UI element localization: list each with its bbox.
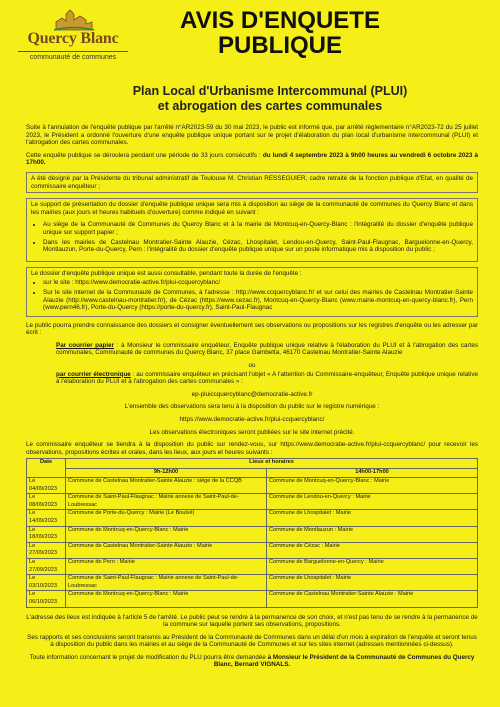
permanences-table — [26, 458, 478, 607]
cell-afternoon: Commune de Montlauzun : Mairie — [267, 526, 478, 542]
header-lieux: Lieux et horaires — [66, 459, 478, 468]
cell-morning: Commune de Castelnau Montratier-Sainte Alauzie : Mairie — [66, 542, 267, 558]
title-line-1: AVIS D'ENQUETE — [180, 7, 380, 34]
table-row — [27, 526, 478, 542]
cell-date: Le 08/09/2023 — [27, 494, 66, 510]
paragraph-published: Les observations électroniques seront publiées sur le site internet précité. — [149, 428, 355, 436]
table-row — [27, 494, 478, 510]
period-intro: Cette enquête publique se déroulera pendant une période de 33 jours consécutifs : — [26, 151, 263, 159]
period-dates: du lundi 4 septembre 2023 à 9h00 heures au vendredi 6 octobre 2023 à 17h00. — [26, 151, 478, 167]
cell-afternoon: Commune de Lhospitalet : Mairie — [267, 575, 478, 591]
paragraph-period — [26, 152, 478, 167]
cell-date: Le 14/09/2023 — [27, 510, 66, 526]
cell-morning: Commune de Castelnau Montratier-Sainte Alauzie : siège de la CCQB — [66, 478, 267, 494]
subtitle-line-2: et abrogation des cartes communales — [157, 99, 383, 113]
online-list — [31, 279, 473, 311]
page-title — [130, 8, 430, 58]
list-item: • Sur le site internet de la Communauté de Communes, à l'adresse : http://www.ccquercyblanc.fr/ et sur celui des mairies de Castelnau Montratier-Sainte Alauzie (http://www.castelnau-montratier.fr/), de Cézac (https://www.cezac.fr), Montcuq-en-Quercy-Blanc (www.mairie-montcuq-en-quercy-blanc.fr), Pern (www.pern46.fr), Porte-du-Quercy (https://porte-du-quercy.fr), Saint-Paul-Flaugnac — [43, 289, 473, 312]
registry-link[interactable]: https://www.democratie-active.fr/plui-ccquercyblanc/ — [179, 416, 325, 424]
cell-morning: Commune de Saint-Paul-Flaugnac : Mairie annexe de Saint-Paul-de-Loubressac — [66, 494, 267, 510]
list-item: • sur le site : https://www.democratie-active.fr/plui-ccquercyblanc/ — [43, 279, 473, 287]
list-item: • Au siège de la Communauté de Communes du Quercy Blanc et à la mairie de Montcuq-en-Quercy-Blanc : l'intégralité du dossier d'enquête publique unique sur support papier ; — [43, 221, 473, 236]
paragraph-dossier: Le support de présentation du dossier d'enquête publique unique sera mis à disposition au siège de la communauté de communes du Quercy Blanc et dans les mairies (aux jours et heures habituels d'ouverture) comme indiqué en suivant : — [31, 201, 473, 216]
electronic-text: : au commissaire enquêteur en précisant l'objet « A l'attention du Commissaire-enquêteur, Enquête publique unique relative à l'élaboration du PLUI et à l'abrogation des cartes communales » : — [56, 370, 478, 386]
paragraph-reports: Ses rapports et ses conclusions seront transmis au Président de la Communauté de Communes dans un délai d'un mois à expiration de l'enquête et seront tenus à disposition du public dans les mairies et au siège de la Communauté de Communes et sur les sites internet (adresses mentionnées ci-dessus). — [27, 633, 477, 649]
notice-body — [26, 124, 478, 674]
cell-morning: Commune de Montcuq-en-Quercy-Blanc : Mairie — [66, 591, 267, 607]
paragraph-registry: L'ensemble des observations sera tenu à la disposition du public sur le registre numérique : — [124, 403, 380, 411]
subtitle-line-1: Plan Local d'Urbanisme Intercommunal (PLUI) — [132, 84, 408, 98]
cell-morning: Commune de Saint-Paul-Flaugnac : Mairie annexe de Saint-Paul-de-Loubressac — [66, 575, 267, 591]
header-morning: 9h-12h00 — [66, 468, 267, 477]
or-label: ou — [248, 362, 256, 370]
paragraph-commissioner: A été désigné par la Présidente du tribunal administratif de Toulouse M. Christian RESSEGUIER, cadre retraité de la fonction publique d'Etat, en qualité de commissaire enquêteur ; — [31, 174, 473, 190]
cell-morning: Commune de Pern : Mairie — [66, 558, 267, 574]
table-row — [27, 510, 478, 526]
email-link[interactable]: ep-pluiccquercyblanc@democratie-active.fr — [191, 390, 313, 398]
cell-afternoon: Commune de Montcuq-en-Quercy-Blanc : Mairie — [267, 478, 478, 494]
paragraph-online: Le dossier d'enquête publique unique est aussi consultable, pendant toute la durée de l'enquête : — [31, 269, 302, 277]
cell-date: Le 18/09/2023 — [27, 526, 66, 542]
cell-afternoon: Commune de Cézac : Mairie — [267, 542, 478, 558]
cell-afternoon: Commune de Barguelonne-en-Quercy : Mairie — [267, 558, 478, 574]
table-row — [27, 558, 478, 574]
title-line-2: PUBLIQUE — [217, 32, 342, 59]
paragraph-contact — [26, 654, 478, 669]
electronic-label: par courrier électronique — [56, 370, 131, 378]
paragraph-electronic — [26, 371, 478, 386]
dossier-box — [26, 198, 478, 262]
online-box — [26, 267, 478, 317]
table-row — [27, 478, 478, 494]
permanences-body — [27, 478, 478, 608]
logo — [14, 8, 132, 68]
table-row — [27, 575, 478, 591]
commissioner-box — [26, 172, 478, 193]
cell-morning: Commune de Porte-du-Quercy : Mairie (Le Boulvé) — [66, 510, 267, 526]
cell-date: Le 06/10/2023 — [27, 591, 66, 607]
cell-date: Le 27/09/2023 — [27, 542, 66, 558]
paragraph-permanences: Le commissaire enquêteur se tiendra à la disposition du public sur rendez-vous, sur https://www.democratie-active.fr/plui-ccquercyblanc/ pour recevoir les observations, propositions écrites et orales, dans les lieux, aux jours et heures suivants : — [26, 441, 478, 456]
dossier-list — [31, 221, 473, 253]
cell-date: Le 27/09/2023 — [27, 558, 66, 574]
paragraph-observations: Le public pourra prendre connaissance des dossiers et consigner éventuellement ses observations ou propositions sur les registres d'enquête ou les adresser par écrit : — [26, 321, 478, 337]
logo-name: Quercy Blanc — [27, 30, 119, 47]
paragraph-address: L'adresse des lieux est indiquée à l'article 5 de l'arrêté. Le public peut se rendre à la permanence de son choix, et n'est pas tenu de se rendre à la permanence de la commune sur laquelle portent ses observations, propositions. — [26, 613, 478, 629]
header-afternoon: 14h00-17h00 — [267, 468, 478, 477]
cell-date: Le 04/09/2023 — [27, 478, 66, 494]
courrier-text: : à Monsieur le commissaire enquêteur, Enquête publique unique relative à l'élaboration du PLUI et à l'abrogation des cartes communales, Communauté de communes du Quercy Blanc, 37 place Gambetta, 46170 Castelnau Montratier-Sainte Alauzie — [56, 341, 478, 357]
paragraph-courrier — [26, 342, 478, 357]
header-date: Date — [27, 459, 66, 478]
village-skyline-icon — [54, 8, 94, 32]
cell-afternoon: Commune de Lhospitalet : Mairie — [267, 510, 478, 526]
paragraph-annulation: Suite à l'annulation de l'enquête publique par l'arrêté n°AR2023-59 du 30 mai 2023, le public est informé que, par arrêté réglementaire n°AR2023-72 du 25 juillet 2023, le Président a ordonné l'ouverture d'une enquête publique unique portant sur le projet d'élaboration du plan local d'urbanisme intercommunal (PLUI) et l'abrogation des cartes communales. — [26, 124, 478, 147]
logo-subtitle: communauté de communes — [18, 51, 128, 61]
cell-afternoon: Commune de Castelnau Montratier-Sainte Alauzie : Mairie — [267, 591, 478, 607]
list-item: • Dans les mairies de Castelnau Montratier-Sainte Alauzie, Cézac, Lhospitalet, Lendou-en-Quercy, Saint-Paul-Flaugnac, Barguelonne-en-Quercy, Montlauzun, Porte-du-Quercy, Pern : l'intégralité du dossier d'enquête publique unique sur un poste informatique mis à disposition du public ; — [43, 239, 473, 254]
contact-text: Toute information concernant le projet de modification du PLU pourra être demandée — [29, 653, 268, 661]
table-row — [27, 591, 478, 607]
table-row — [27, 542, 478, 558]
courrier-label: Par courrier papier — [56, 341, 115, 349]
cell-date: Le 03/10/2023 — [27, 575, 66, 591]
page-subtitle — [60, 84, 480, 114]
cell-morning: Commune de Montcuq-en-Quercy-Blanc : Mairie — [66, 526, 267, 542]
contact-president: à Monsieur le Président de la Communauté de Communes du Quercy Blanc, Bernard VIGNALS. — [213, 653, 475, 669]
cell-afternoon: Commune de Lendou-en-Quercy : Mairie — [267, 494, 478, 510]
